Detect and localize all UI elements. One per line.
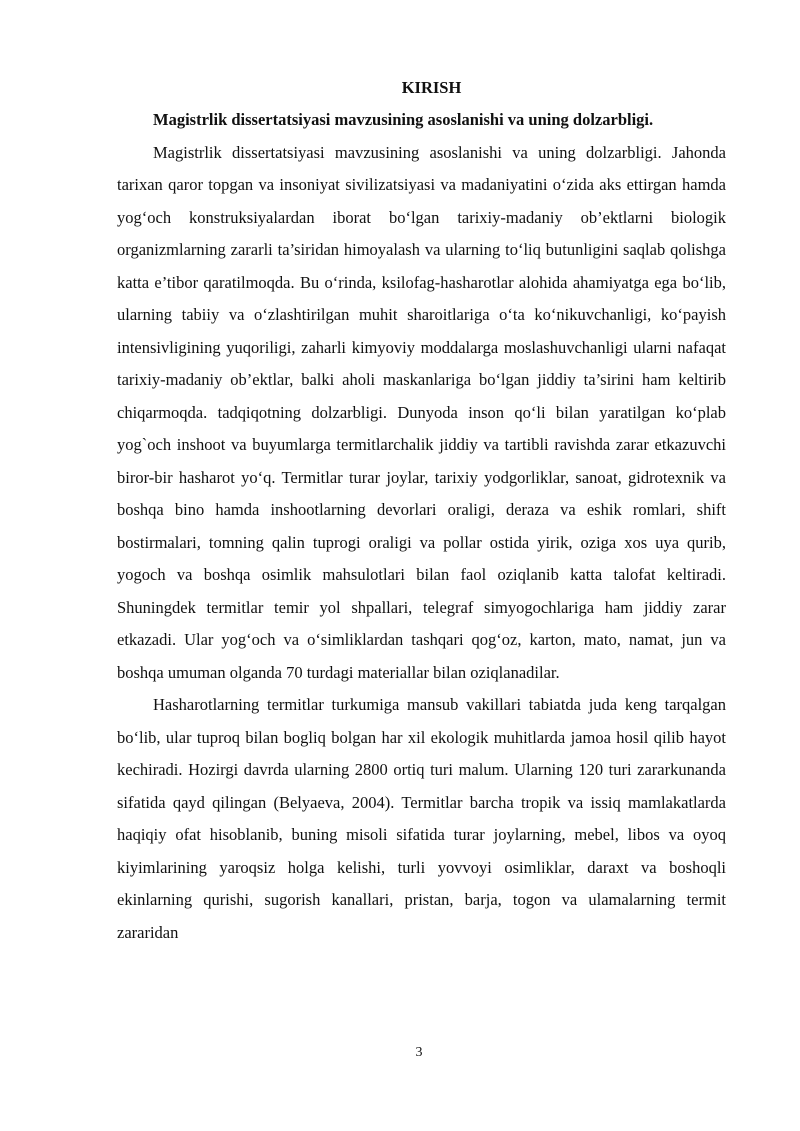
paragraph-1: Magistrlik dissertatsiyasi mavzusining asoslanishi va uning dolzarbligi. Jahonda tarixan qaror topgan va insoniyat sivilizatsiyasi va madaniyatini o‘zida aks ettirgan hamda yog‘och konstruksiyalardan iborat bo‘lgan tarixiy-madaniy ob’ektlarni biologik organizmlarning zararli ta’siridan himoyalash va ularning to‘liq butunligini saqlab qolishga katta e’tibor qaratilmoqda. Bu o‘rinda, ksilofag-hasharotlar alohida ahamiyatga ega bo‘lib, ularning tabiiy va o‘zlashtirilgan muhit sharoitlariga o‘ta ko‘nikuvchanligi, ko‘payish intensivligining yuqoriligi, zaharli kimyoviy moddalarga moslashuvchanligi ularni nafaqat tarixiy-madaniy ob’ektlar, balki aholi maskanlariga bo‘lgan jiddiy ta’sirini ham keltirib chiqarmoqda. tadqiqotning dolzarbligi. Dunyoda inson qo‘li bilan yaratilgan ko‘plab yog`och inshoot va buyumlarga termitlarchalik jiddiy va tartibli ravishda zarar etkazuvchi biror-bir hasharot yo‘q. Termitlar turar joylar, tarixiy yodgorliklar, sanoat, gidrotexnik va boshqa bino hamda inshootlarning devorlari oraligi, deraza va eshik romlari, shift bostirmalari, tomning qalin tuprogi oraligi va pollar ostida yirik, oziga xos uya qurib, yogoch va boshqa osimlik mahsulotlari bilan faol oziqlanib katta talofat keltiradi. Shuningdek termitlar temir yol shpallari, telegraf simyogochlariga ham jiddiy zarar etkazadi. Ular yog‘och va o‘simliklardan tashqari qog‘oz, karton, mato, namat, jun va boshqa umuman olganda 70 turdagi materiallar bilan oziqlanadilar. [117, 142, 726, 682]
paragraph-2: Hasharotlarning termitlar turkumiga mansub vakillari tabiatda juda keng tarqalgan bo‘lib, ular tuproq bilan bogliq bolgan har xil ekologik muhitlarda jamoa hosil qilib hayot kechiradi. Hozirgi davrda ularning 2800 ortiq turi malum. Ularning 120 turi zararkunanda sifatida qayd qilingan (Belyaeva, 2004). Termitlar barcha tropik va issiq mamlakatlarda haqiqiy ofat hisoblanib, buning misoli sifatida turar joylarning, mebel, libos va oyoq kiyimlarining yaroqsiz holga kelishi, turli yovvoyi osimliklar, daraxt va boshoqli ekinlarning qurishi, sugorish kanallari, pristan, barja, togon va ulamalarning termit zararidan [117, 695, 726, 942]
subheading-period: . [649, 110, 654, 129]
document-page [117, 72, 726, 949]
section-subheading [117, 104, 726, 137]
subheading-text: Magistrlik dissertatsiyasi mavzusining asoslanishi va uning dolzarbligi [153, 110, 649, 129]
page-heading: KIRISH [401, 78, 462, 97]
page-number: 3 [415, 1045, 423, 1060]
